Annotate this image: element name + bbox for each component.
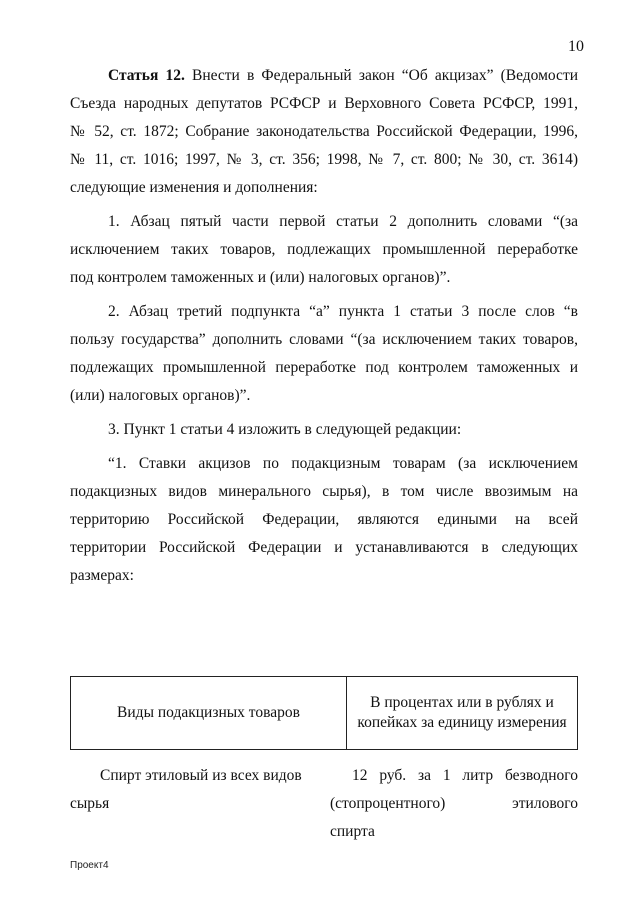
item-1-line: под контролем таможенных и (или) налоговых органов)”. <box>70 269 451 286</box>
goods-cell <box>70 762 322 818</box>
article-12-line: Съезда народных депутатов РСФСР и Верховного Совета РСФСР, 1991, <box>70 95 578 112</box>
quoted-paragraph-line: территории Российской Федерации и устанавливаются в следующих <box>70 539 578 556</box>
item-2-line: подлежащих промышленной переработке под контролем таможенных и <box>70 359 578 376</box>
rate-cell-line: 12 руб. за 1 литр безводного <box>352 767 578 784</box>
quoted-paragraph-line: “1. Ставки акцизов по подакцизным товарам (за исключением <box>108 455 578 472</box>
item-1-line: исключением таких товаров, подлежащих промышленной переработке <box>70 241 578 258</box>
document-body <box>70 62 578 590</box>
rate-cell <box>330 762 578 846</box>
item-2-line: 2. Абзац третий подпункта “а” пункта 1 статьи 3 после слов “в <box>108 303 578 320</box>
quoted-paragraph-line: подакцизных видов минерального сырья), в том числе ввозимым на <box>70 483 578 500</box>
item-2-line: (или) налоговых органов)”. <box>70 387 251 404</box>
page-number: 10 <box>568 38 584 55</box>
table-header-row <box>71 677 578 750</box>
goods-column-header: Виды подакцизных товаров <box>71 677 347 750</box>
article-12-line: следующие изменения и дополнения: <box>70 179 318 196</box>
item-2-line: пользу государства” дополнить словами “(за исключением таких товаров, <box>70 331 578 348</box>
footer-draft-label: Проект4 <box>70 860 109 871</box>
rate-column-header: В процентах или в рублях и копейках за единицу измерения <box>347 677 578 750</box>
rate-cell-line: (стопроцентного) этилового <box>330 795 578 812</box>
rate-cell-line: спирта <box>330 823 375 840</box>
item-1-line: 1. Абзац пятый части первой статьи 2 дополнить словами “(за <box>108 213 578 230</box>
quoted-paragraph-line: территорию Российской Федерации, являются едиными на всей <box>70 511 578 528</box>
goods-cell-line: Спирт этиловый из всех видов <box>100 767 302 784</box>
article-heading: Статья 12. <box>108 67 185 84</box>
quoted-paragraph-line: размерах: <box>70 567 134 584</box>
item-3-line: 3. Пункт 1 статьи 4 изложить в следующей редакции: <box>108 421 462 438</box>
article-12-line <box>70 62 578 90</box>
article-12-line: № 52, ст. 1872; Собрание законодательства Российской Федерации, 1996, <box>70 123 578 140</box>
article-12-line: № 11, ст. 1016; 1997, № 3, ст. 356; 1998, № 7, ст. 800; № 30, ст. 3614) <box>70 151 578 168</box>
excise-rates-table <box>70 676 578 750</box>
goods-cell-line: сырья <box>70 795 110 812</box>
article-intro-text: Внести в Федеральный закон “Об акцизах” (Ведомости <box>184 67 579 84</box>
